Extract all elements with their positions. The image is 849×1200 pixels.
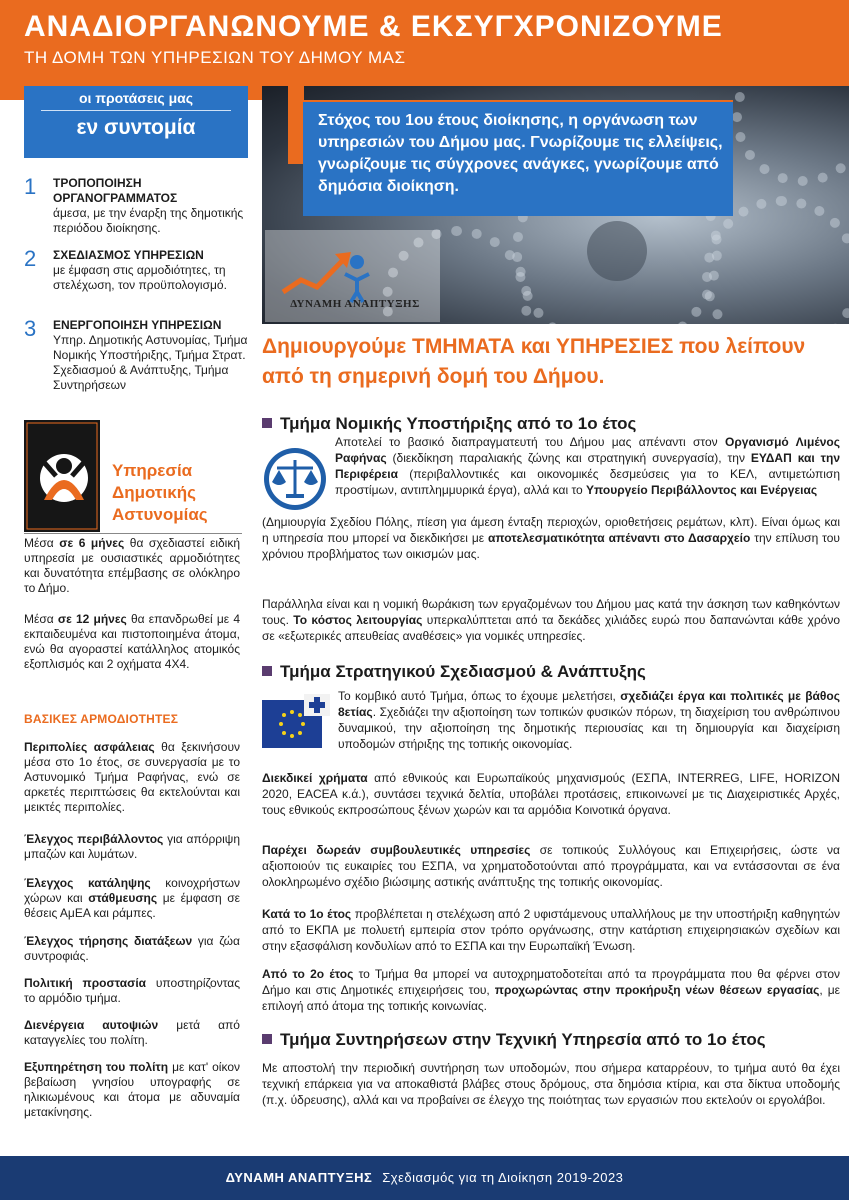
legal-paragraph-1-bottom xyxy=(262,514,840,562)
text-run-bold: Υπουργείο Περιβάλλοντος και Ενέργειας xyxy=(586,483,818,497)
text-run-bold: Έλεγχος τήρησης διατάξεων xyxy=(24,934,193,948)
competencies-heading: ΒΑΣΙΚΕΣ ΑΡΜΟΔΙΟΤΗΤΕΣ xyxy=(24,712,179,726)
gear-hole xyxy=(587,221,647,281)
text-run-bold: προχωρώντας στην προκήρυξη νέων θέσεων εργασίας xyxy=(494,983,820,997)
text-run: Μέσα xyxy=(24,612,58,626)
text-run-bold: ΕΥΔΑΠ και την Περιφέρεια xyxy=(335,451,841,481)
summary-kicker: οι προτάσεις μας xyxy=(78,90,194,106)
competency-item xyxy=(24,740,240,815)
strategic-paragraph-3 xyxy=(262,842,840,890)
strategic-paragraph-4 xyxy=(262,906,840,954)
police-title: Υπηρεσία Δημοτικής Αστυνομίας xyxy=(112,461,208,524)
text-run: σε τοπικούς Συλλόγους και Επιχειρήσεις, ώστε να αξιοποιούν τις ευκαιρίες του ΕΣΠΑ, να χρηματοδοτούνται από προγράμματα, και να εντάσσονται σε ένα ολοκληρωμένο σχέδιο βιώσιμης αστικής ανάπτυξης της τοπικής οικονομίας. xyxy=(262,843,840,889)
text-run: θα σχεδιαστεί ειδική υπηρεσία με ουσιαστικές αρμοδιότητες και δυνατότητα επέμβασης σε ολόκληρο το Δήμο. xyxy=(24,536,241,595)
text-run: (περιβαλλοντικές και οικονομικές δεσμεύσεις για το ΚΕΛ, αντιμετώπιση προστίμων, αντιπλημμυρικά έργα), αλλά και το xyxy=(335,467,840,497)
competency-item xyxy=(24,876,240,921)
summary-title: εν συντομία xyxy=(76,116,196,139)
bullet-square-icon xyxy=(262,418,272,428)
text-run: με έμφαση σε θέσεις ΑμΕΑ και ράμπες. xyxy=(24,891,240,920)
text-run: θα ξεκινήσουν μέσα στο 1ο έτος, σε συνεργασία με το Αστυνομικό Τμήμα Ραφήνας, ενώ σε αρκετές περιπτώσεις θα εκτελούνται και μεικτές περιπολίες. xyxy=(24,740,240,814)
text-run-bold: Κατά το 1ο έτος xyxy=(262,907,352,921)
step-body: με έμφαση στις αρμοδιότητες, τη στελέχωση, τον προϋπολογισμό. xyxy=(53,263,227,292)
text-run: το Τμήμα θα μπορεί να αυτοχρηματοδοτείται από τα προγράμματα που θα φέρνει στον Δήμο και στις Δημοτικές επιχειρήσεις του, xyxy=(262,967,841,997)
page-subtitle: ΤΗ ΔΟΜΗ ΤΩΝ ΥΠΗΡΕΣΙΩΝ ΤΟΥ ΔΗΜΟΥ ΜΑΣ xyxy=(24,48,406,67)
step-number: 1 xyxy=(24,174,37,199)
text-run: Το κομβικό αυτό Τμήμα, όπως το έχουμε μελετήσει, xyxy=(338,689,621,703)
text-run: . Σχεδιάζει την αξιοποίηση των τοπικών φυσικών πόρων, τη διαχείριση του ανθρώπινου δυναμικού, την αξιοποίηση της δημοτικής περιουσίας και τη δημιουργία και διαχείριση υποδομών στήριξης της τοπικής οικονομίας. xyxy=(338,705,840,751)
text-run-bold: Έλεγχος κατάληψης xyxy=(24,876,151,890)
step-number: 3 xyxy=(24,316,37,341)
footer-text: Σχεδιασμός για τη Διοίκηση 2019-2023 xyxy=(382,1170,624,1185)
section-title-strategic xyxy=(262,662,646,682)
text-run-bold: Περιπολίες ασφάλειας xyxy=(24,740,155,754)
step-title: ΤΡΟΠΟΠΟΙΗΣΗ ΟΡΓΑΝΟΓΡΑΜΜΑΤΟΣ xyxy=(53,176,178,205)
strategic-paragraph-1 xyxy=(338,688,840,752)
text-run-bold: αποτελεσματικότητα απέναντι στο Δασαρχείο xyxy=(488,531,751,545)
bullet-square-icon xyxy=(262,1034,272,1044)
text-run-bold: σε 12 μήνες xyxy=(57,612,127,626)
legal-paragraph-1-top xyxy=(335,434,840,498)
text-run: υποστηρίζοντας το αρμόδιο τμήμα. xyxy=(24,976,240,1005)
gear-shape xyxy=(732,86,849,186)
text-run-bold: σχεδιάζει έργα και πολιτικές με βάθος 8ετίας xyxy=(338,689,840,719)
competency-item xyxy=(24,934,240,964)
text-run-bold: Από το 2ο έτος xyxy=(262,967,354,981)
section-title-text: Τμήμα Συντηρήσεων στην Τεχνική Υπηρεσία από το 1ο έτος xyxy=(280,1030,766,1049)
text-run: Αποτελεί το βασικό διαπραγματευτή του Δήμου μας απέναντι στον xyxy=(335,435,726,449)
section-title-text: Τμήμα Στρατηγικού Σχεδιασμού & Ανάπτυξης xyxy=(280,662,646,681)
step-number: 2 xyxy=(24,246,37,271)
step-title: ΕΝΕΡΓΟΠΟΙΗΣΗ ΥΠΗΡΕΣΙΩΝ xyxy=(53,318,222,332)
footer xyxy=(0,1170,849,1185)
police-badge-icon xyxy=(24,420,100,532)
brand-logo-text: ΔΥΝΑΜΗ ΑΝΑΠΤΥΞΗΣ xyxy=(290,298,420,310)
text-run-bold: Οργανισμό Λιμένος Ραφήνας xyxy=(335,435,840,465)
step-title: ΣΧΕΔΙΑΣΜΟΣ ΥΠΗΡΕΣΙΩΝ xyxy=(53,248,204,262)
text-run-bold: Παρέχει δωρεάν συμβουλευτικές υπηρεσίες xyxy=(262,843,531,857)
text-run: θα επανδρωθεί με 4 εκπαιδευμένα και πιστοποιημένα άτομα, ενώ θα αγοραστεί κατάλληλος ατομικός εξοπλισμός και 2 οχήματα 4Χ4. xyxy=(24,612,240,671)
divider xyxy=(24,533,242,534)
step-body: Υπηρ. Δημοτικής Αστυνομίας, Τμήμα Νομικής Υποστήριξης, Τμήμα Στρατ. Σχεδιασμού & Ανάπτυξης, Τμήμα Συντηρήσεων xyxy=(53,333,248,392)
page-title: ΑΝΑΔΙΟΡΓΑΝΩΝΟΥΜΕ & ΕΚΣΥΓΧΡΟΝΙΖΟΥΜΕ xyxy=(24,10,723,43)
text-run-bold: Διεκδικεί χρήματα xyxy=(262,771,368,785)
text-run-bold: Το κόστος λειτουργίας xyxy=(293,613,423,627)
strategic-paragraph-2 xyxy=(262,770,840,818)
competency-item xyxy=(24,976,240,1006)
text-run: προβλέπεται η στελέχωση από 2 υφιστάμενους υπαλλήλους με την υποστήριξη καθηγητών από το ΕΚΠΑ με πολυετή εμπειρία στον τρόπο οργάνωσης, στην κατάρτιση επιχειρησιακών σχεδίων και στην εξασφάλιση κονδυλίων από το ΕΣΠΑ και την Ευρωπαϊκή Ένωση. xyxy=(262,907,840,953)
scales-of-justice-icon xyxy=(262,446,328,512)
strategic-paragraph-5 xyxy=(262,966,840,1014)
text-run: (Δημιουργία Σχεδίου Πόλης, πίεση για άμεση ένταξη περιοχών, οριοθετήσεις ρεμάτων, κλπ). Είναι όμως και η υπηρεσία που μπορεί να διεκδικήσει με xyxy=(262,515,840,545)
step-body: άμεσα, με την έναρξη της δημοτικής περιόδου διοίκησης. xyxy=(53,206,244,235)
text-run: κοινοχρήστων χώρων και xyxy=(24,876,240,905)
competency-item xyxy=(24,1018,240,1048)
eu-flag-icon xyxy=(262,694,334,752)
competency-item xyxy=(24,1060,240,1120)
text-run: για ζώα συντροφιάς. xyxy=(24,934,240,963)
text-run-bold: Διενέργεια αυτοψιών xyxy=(24,1018,159,1032)
main-heading: Δημιουργούμε ΤΜΗΜΑΤΑ και ΥΠΗΡΕΣΙΕΣ που λείπουν από τη σημερινή δομή του Δήμου. xyxy=(262,335,806,388)
text-run: , με επιλογή από άτομα της τοπικής κοινωνίας. xyxy=(262,983,840,1013)
text-run: από εθνικούς και Ευρωπαϊκούς μηχανισμούς (ΕΣΠΑ, INTERREG, LIFE, HORIZON 2020, EACEA κ.ά.), συντάσει τεχνικά δελτία, υποβάλει προτάσεις, επικοινωνεί με τις Διαχειριστικές Αρχές, τους εθνικούς εκπροσώπους ξένων χωρών και τα αρμόδια Κοινοτικά όργανα. xyxy=(262,771,840,817)
competency-item xyxy=(24,832,240,862)
police-paragraph-1 xyxy=(24,536,240,596)
section-title-text: Τμήμα Νομικής Υποστήριξης από το 1ο έτος xyxy=(280,414,637,433)
summary-box xyxy=(24,86,248,158)
text-run: την επίλυση του χρόνιου προβλήματος των οικισμών μας. xyxy=(262,531,840,561)
text-run: μετά από καταγγελίες του πολίτη. xyxy=(24,1018,240,1047)
text-run: Μέσα xyxy=(24,536,60,550)
text-run: (διεκδίκηση παραλιακής ζώνης και στρατηγική συνεργασία), την xyxy=(386,451,751,465)
text-run-bold: στάθμευσης xyxy=(88,891,158,905)
text-run-bold: Πολιτική προστασία xyxy=(24,976,147,990)
text-run-bold: Εξυπηρέτηση του πολίτη xyxy=(24,1060,169,1074)
section-title-maintenance xyxy=(262,1030,766,1050)
text-run: για απόρριψη μπαζών και λυμάτων. xyxy=(24,832,240,861)
bullet-square-icon xyxy=(262,666,272,676)
text-run-bold: σε 6 μήνες xyxy=(59,536,125,550)
section-title-legal xyxy=(262,414,636,434)
footer-brand: ΔΥΝΑΜΗ ΑΝΑΠΤΥΞΗΣ xyxy=(225,1170,373,1185)
text-run-bold: Έλεγχος περιβάλλοντος xyxy=(24,832,164,846)
hero-accent-bar xyxy=(288,86,304,164)
text-run: υπερκαλύπτεται από τα δεκάδες χιλιάδες ευρώ που δαπανώνται κάθε χρόνο σε «εξωτερικές απευθείας αναθέσεις» για νομικές υπηρεσίες. xyxy=(262,613,841,643)
text-run: Παράλληλα είναι και η νομική θωράκιση των εργαζομένων του Δήμου μας κατά την άσκηση των καθηκόντων τους. xyxy=(262,597,840,627)
text-run: με κατ' οίκον βεβαίωση γνησίου υπογραφής σε ηλικιωμένους και άτομα με αδυναμία μετακίνησης. xyxy=(24,1060,240,1119)
maintenance-paragraph: Με αποστολή την περιοδική συντήρηση των υποδομών, που σήμερα καταρρέουν, το τμήμα αυτό θα έχει τεχνική επάρκεια για να αποκαθιστά βλάβες στους δρόμους, στα δημόσια κτίρια, και στα δίκτυα υποδομής (π.χ. ύδρευσης), αλλά και να προβαίνει σε έλεγχο της ποιότητας των εργασιών που εκτελούν οι εργολάβοι. xyxy=(262,1061,840,1107)
legal-paragraph-2 xyxy=(262,596,840,644)
hero-text: Στόχος του 1ου έτους διοίκησης, η οργάνωση των υπηρεσιών του Δήμου μας. Γνωρίζουμε τις ελλείψεις, γνωρίζουμε τις σύγχρονες ανάγκες, γνωρίζουμε από δημόσια διοίκηση. xyxy=(318,112,723,195)
police-paragraph-2 xyxy=(24,612,240,672)
